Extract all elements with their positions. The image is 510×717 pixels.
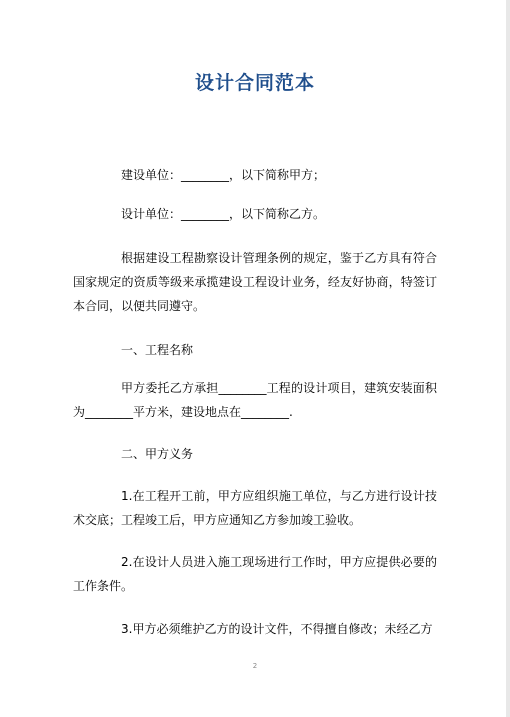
paragraph-obligation-2: 2.在设计人员进入施工现场进行工作时，甲方应提供必要的工作条件。 [73, 555, 437, 593]
paragraph-obligation-1: 1.在工程开工前，甲方应组织施工单位，与乙方进行设计技术交底；工程竣工后，甲方应通知乙方参加竣工验收。 [73, 489, 437, 527]
page-edge-shadow [506, 0, 510, 717]
paragraph-project-details: 甲方委托乙方承担________工程的设计项目，建筑安装面积为________平方米，建设地点在________. [73, 381, 437, 419]
page-number: 2 [252, 662, 258, 670]
document-title: 设计合同范本 [194, 72, 315, 94]
heading-project-name: 一、工程名称 [121, 343, 194, 357]
paragraph-preamble: 根据建设工程勘察设计管理条例的规定，鉴于乙方具有符合国家规定的资质等级来承揽建设工程设计业务，经友好协商，特签订本合同，以便共同遵守。 [73, 251, 437, 313]
paragraph-construction-unit: 建设单位：________，以下简称甲方； [121, 168, 326, 182]
heading-party-a-obligations: 二、甲方义务 [121, 447, 194, 461]
paragraph-design-unit: 设计单位：________，以下简称乙方。 [121, 207, 326, 221]
paragraph-obligation-3: 3.甲方必须维护乙方的设计文件，不得擅自修改；未经乙方 [121, 622, 433, 636]
